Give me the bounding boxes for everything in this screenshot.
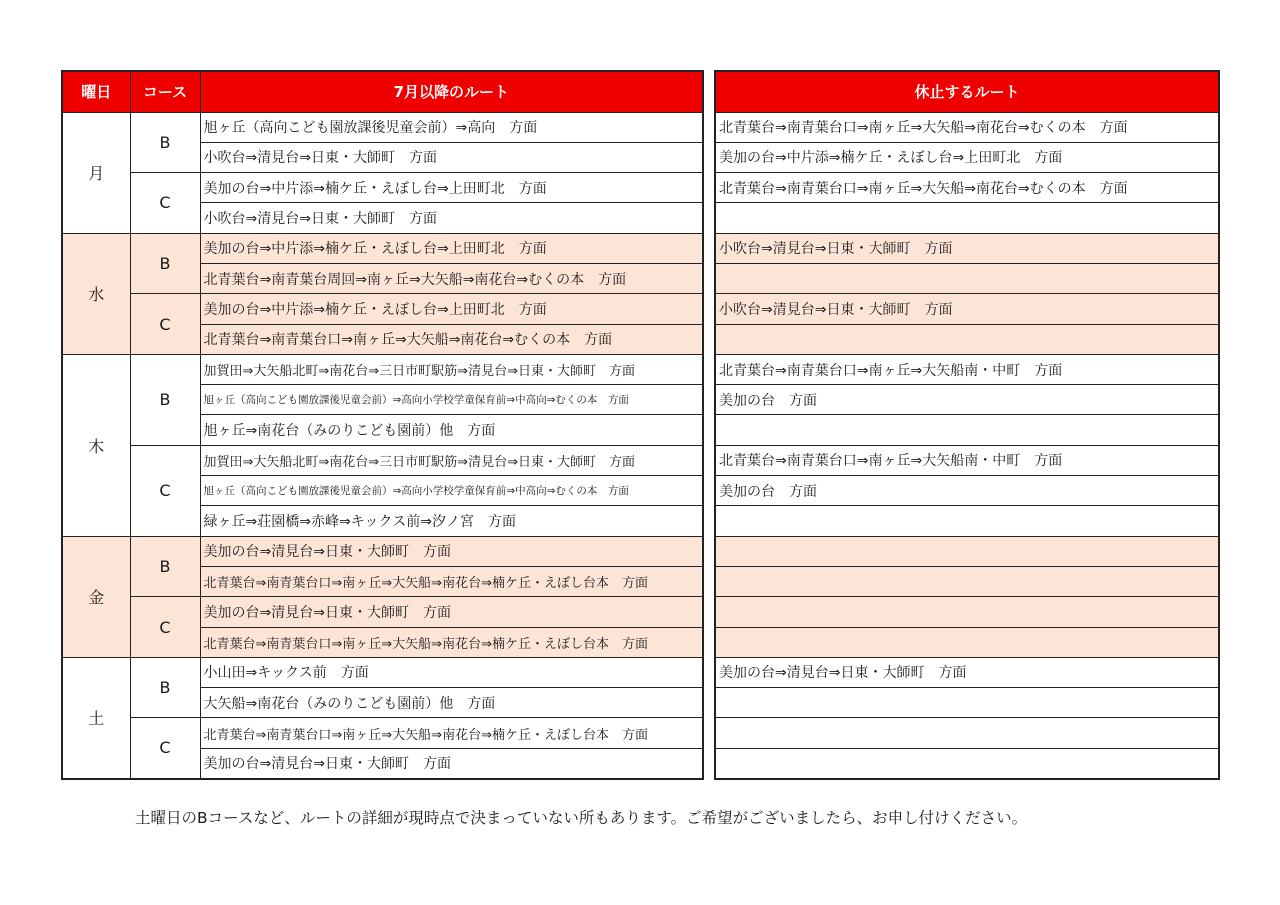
course-cell: B — [130, 112, 200, 173]
route-row — [62, 354, 703, 384]
stopped-route-row — [715, 748, 1219, 778]
stopped-route-cell: 小吹台⇒清見台⇒日東・大師町 方面 — [715, 233, 1219, 263]
course-cell: B — [130, 657, 200, 718]
route-cell: 美加の台⇒中片添⇒楠ケ丘・えぼし台⇒上田町北 方面 — [200, 173, 703, 203]
route-cell: 小山田⇒キックス前 方面 — [200, 657, 703, 687]
route-table — [61, 70, 704, 780]
stopped-route-cell: 小吹台⇒清見台⇒日東・大師町 方面 — [715, 294, 1219, 324]
stopped-route-row — [715, 718, 1219, 748]
stopped-route-cell — [715, 415, 1219, 445]
route-row — [62, 445, 703, 475]
stopped-route-cell: 北青葉台⇒南青葉台口⇒南ヶ丘⇒大矢船⇒南花台⇒むくの本 方面 — [715, 173, 1219, 203]
route-row — [62, 112, 703, 142]
stopped-route-cell: 美加の台 方面 — [715, 476, 1219, 506]
route-cell: 大矢船⇒南花台（みのりこども園前）他 方面 — [200, 688, 703, 718]
route-table-header — [62, 71, 703, 112]
route-cell: 北青葉台⇒南青葉台口⇒南ヶ丘⇒大矢船⇒南花台⇒楠ケ丘・えぼし台本 方面 — [200, 566, 703, 596]
route-cell: 緑ヶ丘⇒荘園橋⇒赤峰⇒キックス前⇒汐ノ宮 方面 — [200, 506, 703, 536]
stopped-route-cell: 美加の台⇒清見台⇒日東・大師町 方面 — [715, 657, 1219, 687]
day-cell: 木 — [62, 354, 130, 536]
route-cell: 旭ヶ丘（高向こども園放課後児童会前）⇒高向小学校学童保育前⇒中高向⇒むくの本 方面 — [200, 385, 703, 415]
stopped-route-cell — [715, 597, 1219, 627]
stopped-route-row — [715, 597, 1219, 627]
course-cell: C — [130, 294, 200, 355]
stopped-route-cell: 北青葉台⇒南青葉台口⇒南ヶ丘⇒大矢船⇒南花台⇒むくの本 方面 — [715, 112, 1219, 142]
route-row — [62, 233, 703, 263]
footnote: 土曜日のBコースなど、ルートの詳細が現時点で決まっていない所もあります。ご希望がございましたら、お申し付けください。 — [135, 809, 1028, 827]
route-cell: 美加の台⇒清見台⇒日東・大師町 方面 — [200, 536, 703, 566]
stopped-route-row — [715, 354, 1219, 384]
stopped-route-cell — [715, 263, 1219, 293]
stopped-route-cell: 北青葉台⇒南青葉台口⇒南ヶ丘⇒大矢船南・中町 方面 — [715, 445, 1219, 475]
route-cell: 小吹台⇒清見台⇒日東・大師町 方面 — [200, 203, 703, 233]
header-course: コース — [130, 71, 200, 112]
stopped-route-cell — [715, 203, 1219, 233]
day-cell: 土 — [62, 657, 130, 778]
route-row — [62, 536, 703, 566]
route-cell: 北青葉台⇒南青葉台口⇒南ヶ丘⇒大矢船⇒南花台⇒楠ケ丘・えぼし台本 方面 — [200, 718, 703, 748]
route-cell: 美加の台⇒中片添⇒楠ケ丘・えぼし台⇒上田町北 方面 — [200, 233, 703, 263]
stopped-route-row — [715, 415, 1219, 445]
stopped-route-row — [715, 142, 1219, 172]
route-cell: 北青葉台⇒南青葉台周回⇒南ヶ丘⇒大矢船⇒南花台⇒むくの本 方面 — [200, 263, 703, 293]
course-cell: B — [130, 536, 200, 597]
course-cell: B — [130, 354, 200, 445]
stopped-route-row — [715, 385, 1219, 415]
stopped-route-cell: 北青葉台⇒南青葉台口⇒南ヶ丘⇒大矢船南・中町 方面 — [715, 354, 1219, 384]
stopped-route-cell — [715, 536, 1219, 566]
route-cell: 加賀田⇒大矢船北町⇒南花台⇒三日市町駅筋⇒清見台⇒日東・大師町 方面 — [200, 354, 703, 384]
stopped-route-row — [715, 173, 1219, 203]
stopped-route-row — [715, 688, 1219, 718]
route-row — [62, 294, 703, 324]
stopped-route-row — [715, 506, 1219, 536]
header-day: 曜日 — [62, 71, 130, 112]
stopped-route-row — [715, 294, 1219, 324]
stopped-route-cell — [715, 324, 1219, 354]
route-cell: 旭ヶ丘（高向こども園放課後児童会前）⇒高向小学校学童保育前⇒中高向⇒むくの本 方面 — [200, 476, 703, 506]
route-row — [62, 173, 703, 203]
stopped-route-row — [715, 112, 1219, 142]
header-route-stop: 休止するルート — [715, 71, 1219, 112]
stopped-route-cell — [715, 566, 1219, 596]
route-row — [62, 657, 703, 687]
course-cell: B — [130, 233, 200, 294]
course-cell: C — [130, 445, 200, 536]
route-cell: 美加の台⇒清見台⇒日東・大師町 方面 — [200, 597, 703, 627]
stopped-route-table — [714, 70, 1220, 780]
stopped-route-cell: 美加の台 方面 — [715, 385, 1219, 415]
stopped-route-row — [715, 263, 1219, 293]
route-cell: 美加の台⇒清見台⇒日東・大師町 方面 — [200, 748, 703, 778]
stopped-route-row — [715, 657, 1219, 687]
stopped-route-row — [715, 566, 1219, 596]
course-cell: C — [130, 173, 200, 234]
route-cell: 美加の台⇒中片添⇒楠ケ丘・えぼし台⇒上田町北 方面 — [200, 294, 703, 324]
stopped-route-cell — [715, 627, 1219, 657]
course-cell: C — [130, 718, 200, 779]
header-route-new: 7月以降のルート — [200, 71, 703, 112]
route-row — [62, 718, 703, 748]
route-cell: 北青葉台⇒南青葉台口⇒南ヶ丘⇒大矢船⇒南花台⇒むくの本 方面 — [200, 324, 703, 354]
route-cell: 小吹台⇒清見台⇒日東・大師町 方面 — [200, 142, 703, 172]
stopped-route-cell: 美加の台⇒中片添⇒楠ケ丘・えぼし台⇒上田町北 方面 — [715, 142, 1219, 172]
route-cell: 加賀田⇒大矢船北町⇒南花台⇒三日市町駅筋⇒清見台⇒日東・大師町 方面 — [200, 445, 703, 475]
stopped-route-row — [715, 476, 1219, 506]
stopped-route-row — [715, 203, 1219, 233]
route-row — [62, 597, 703, 627]
stopped-route-cell — [715, 688, 1219, 718]
day-cell: 月 — [62, 112, 130, 233]
day-cell: 金 — [62, 536, 130, 657]
stopped-route-row — [715, 324, 1219, 354]
route-cell: 旭ヶ丘⇒南花台（みのりこども園前）他 方面 — [200, 415, 703, 445]
day-cell: 水 — [62, 233, 130, 354]
stopped-route-table-header — [715, 71, 1219, 112]
stopped-route-cell — [715, 748, 1219, 778]
stopped-route-cell — [715, 506, 1219, 536]
stopped-route-row — [715, 233, 1219, 263]
stopped-route-row — [715, 445, 1219, 475]
route-cell: 北青葉台⇒南青葉台口⇒南ヶ丘⇒大矢船⇒南花台⇒楠ケ丘・えぼし台本 方面 — [200, 627, 703, 657]
course-cell: C — [130, 597, 200, 658]
stopped-route-row — [715, 536, 1219, 566]
stopped-route-cell — [715, 718, 1219, 748]
stopped-route-row — [715, 627, 1219, 657]
route-cell: 旭ヶ丘（高向こども園放課後児童会前）⇒高向 方面 — [200, 112, 703, 142]
